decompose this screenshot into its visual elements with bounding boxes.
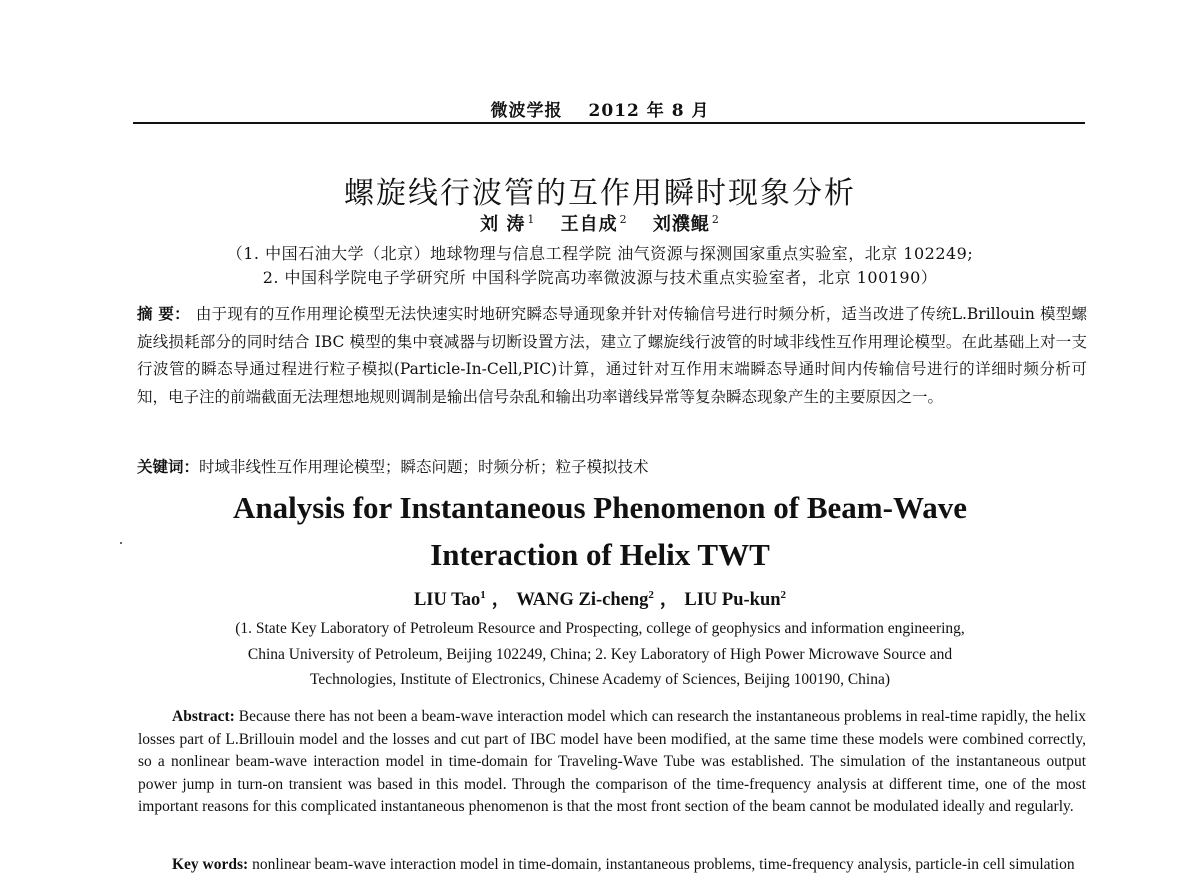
chinese-affiliation-2: 2. 中国科学院电子学研究所 中国科学院高功率微波源与技术重点实验室者，北京 100190） xyxy=(262,268,938,287)
journal-name: 微波学报 xyxy=(490,101,563,121)
author-2: 王自成 $^2$ xyxy=(560,213,628,235)
issue-date: 2012 年 8 月 xyxy=(588,101,710,121)
english-abstract xyxy=(138,706,1086,819)
english-title-line-2: Interaction of Helix TWT xyxy=(430,537,770,572)
english-authors: LIU Tao$^1$ ， WANG Zi-cheng$^2$ ， LIU Pu-kun$^2$ xyxy=(413,588,787,610)
chinese-abstract-label: 摘 要： xyxy=(137,304,190,323)
chinese-keywords-label: 关键词： xyxy=(137,457,200,476)
author-3: 刘濮鲲 $^2$ xyxy=(652,213,720,235)
english-keywords xyxy=(138,854,1086,876)
english-affiliation-2: China University of Petroleum, Beijing 102249, China; 2. Key Laboratory of High Power Microwave Source and xyxy=(247,646,953,663)
author-1: 刘 涛 $^1$ xyxy=(480,213,536,235)
chinese-abstract xyxy=(137,300,1087,411)
chinese-affiliation-1: （1. 中国石油大学（北京）地球物理与信息工程学院 油气资源与探测国家重点实验室，北京 102249; xyxy=(226,244,974,263)
chinese-keywords-text: 时域非线性互作用理论模型；瞬态问题；时频分析；粒子模拟技术 xyxy=(199,458,649,476)
chinese-abstract-text: 由于现有的互作用理论模型无法快速实时地研究瞬态导通现象并针对传输信号进行时频分析，适当改进了传统L.Brillouin 模型螺旋线损耗部分的同时结合 IBC 模型的集中衰减器与切断设置方法，建立了螺旋线行波管的时域非线性互作用理论模型。在此基础上对一支行波管的瞬态导通过程进行粒子模拟(Particle-In-Cell,PIC)计算，通过针对互作用末端瞬态导通时间内传输信号进行的详细时频分析可知，电子注的前端截面无法理想地规则调制是输出信号杂乱和输出功率谱线异常等复杂瞬态现象产生的主要原因之一。 xyxy=(137,305,1088,406)
english-abstract-label: Abstract: xyxy=(172,708,235,725)
english-keywords-label: Key words: xyxy=(172,856,249,873)
english-affiliation-3: Technologies, Institute of Electronics, Chinese Academy of Sciences, Beijing 100190, China) xyxy=(309,671,891,688)
en-author-1: LIU Tao$^1$ xyxy=(413,588,486,610)
chinese-title: 螺旋线行波管的互作用瞬时现象分析 xyxy=(344,176,856,211)
english-keywords-text: nonlinear beam-wave interaction model in time-domain, instantaneous problems, time-frequency analysis, particle-in cell simulation xyxy=(248,856,1075,873)
header-rule xyxy=(133,122,1085,124)
en-author-2: WANG Zi-cheng$^2$ xyxy=(516,588,654,610)
english-affiliation-1: (1. State Key Laboratory of Petroleum Resource and Prospecting, college of geophysics and information engineering, xyxy=(235,620,965,637)
chinese-authors xyxy=(0,210,1200,236)
english-title-line-1: Analysis for Instantaneous Phenomenon of Beam-Wave xyxy=(232,490,967,525)
en-author-3: LIU Pu-kun$^2$ xyxy=(684,588,787,610)
running-header xyxy=(0,96,1200,121)
scan-speck xyxy=(120,542,122,544)
chinese-keywords xyxy=(137,455,1087,477)
english-abstract-text: Because there has not been a beam-wave interaction model which can research the instantaneous problems in real-time rapidly, the helix losses part of L.Brillouin model and the losses and cut part of IBC model have been modified, at the same time these models were combined correctly, so a nonlinear beam-wave interaction model in time-domain for Traveling-Wave Tube was established. The simulation of the instantaneous output power jump in turn-on transient was based in this model. Through the comparison of the time-frequency analysis at different time, one of the most important reasons for this complicated instantaneous phenomenon is that the most front section of the beam cannot be modulated ideally and regularly. xyxy=(138,708,1086,815)
